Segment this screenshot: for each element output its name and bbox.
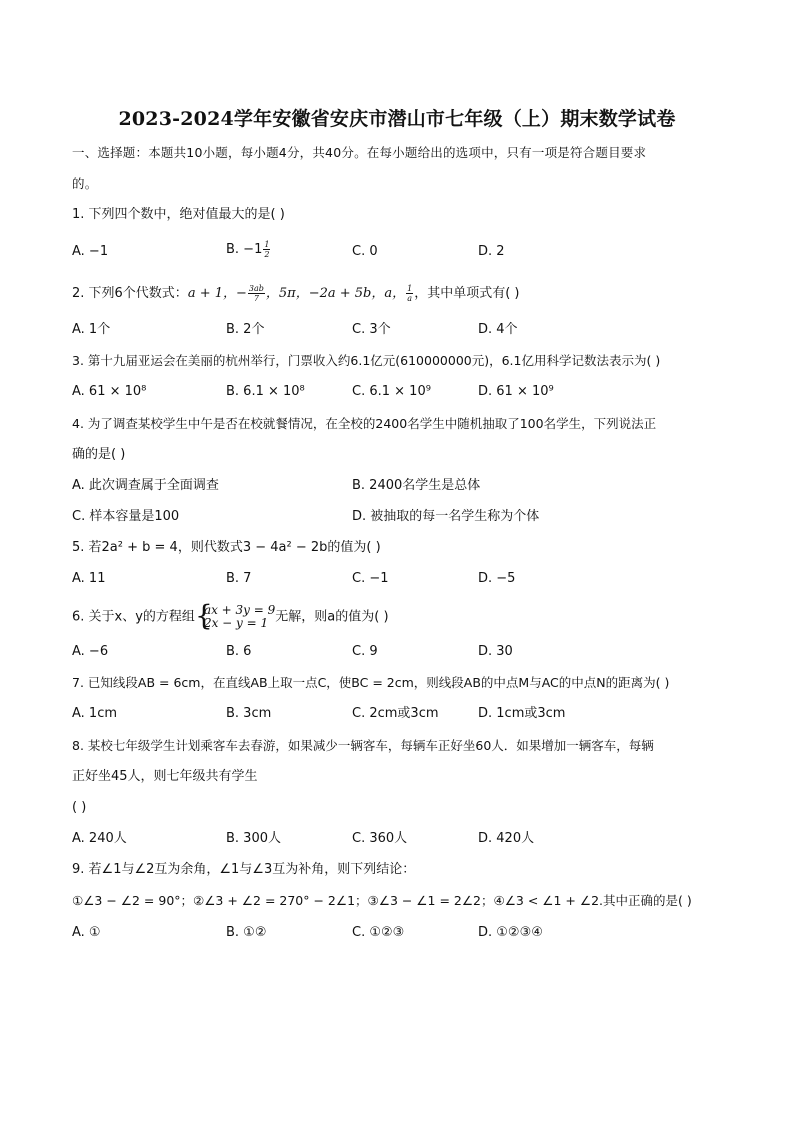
question-1-option-b — [226, 240, 271, 259]
question-6-stem-post: 无解，则a的值为( ) — [275, 609, 389, 625]
question-8-stem-line1: 8. 某校七年级学生计划乘客车去春游，如果减少一辆客车，每辆车正好坐60人．如果增加一辆客车，每辆 — [72, 738, 654, 753]
question-4-option-d: D. 被抽取的每一名学生称为个体 — [352, 509, 540, 524]
question-6-equation-system — [194, 599, 276, 632]
question-9-stem-line1: 9. 若∠1与∠2互为余角，∠1与∠3互为补角，则下列结论： — [72, 862, 416, 877]
fraction-denominator: 7 — [253, 294, 259, 303]
question-9-option-a: A. ① — [72, 925, 101, 940]
question-6-stem — [72, 599, 389, 632]
fraction-denominator: a — [407, 294, 413, 303]
question-8-stem-line2: 正好坐45人，则七年级共有学生 — [72, 769, 258, 784]
question-6-equation-1: ax + 3y = 9 — [203, 603, 276, 617]
question-2-option-b: B. 2个 — [226, 322, 265, 337]
question-9-stem-line2: ①∠3 − ∠2 = 90°；②∠3 + ∠2 = 270° − 2∠1；③∠3 − ∠1 = 2∠2；④∠3 < ∠1 + ∠2.其中正确的是( ) — [72, 893, 692, 908]
question-8-option-a: A. 240人 — [72, 831, 127, 846]
question-2-expr-b: ，5π，−2a + 5b，a， — [265, 286, 406, 301]
question-3-option-d: D. 61 × 10⁹ — [478, 384, 554, 399]
question-1-option-b-text: B. −1 — [226, 242, 263, 257]
question-4-stem-line1: 4. 为了调查某校学生中午是否在校就餐情况，在全校的2400名学生中随机抽取了100名学生，下列说法正 — [72, 416, 657, 431]
question-2-expr-a: a + 1，− — [187, 286, 247, 301]
question-7-stem: 7. 已知线段AB = 6cm，在直线AB上取一点C，使BC = 2cm，则线段AB的中点M与AC的中点N的距离为( ) — [72, 675, 670, 690]
question-2-stem-post: ，其中单项式有( ) — [414, 286, 520, 301]
question-2-option-c: C. 3个 — [352, 322, 391, 337]
question-7-option-b: B. 3cm — [226, 706, 272, 721]
question-3-option-b: B. 6.1 × 10⁸ — [226, 384, 305, 399]
question-7-option-d: D. 1cm或3cm — [478, 706, 566, 721]
question-8-stem-line3: ( ) — [72, 800, 87, 815]
question-4-option-b: B. 2400名学生是总体 — [352, 478, 481, 493]
fraction-denominator: 2 — [264, 250, 270, 259]
question-7-option-c: C. 2cm或3cm — [352, 706, 439, 721]
question-2-option-a: A. 1个 — [72, 322, 111, 337]
question-2-fraction-1 — [248, 284, 265, 303]
question-5-option-b: B. 7 — [226, 571, 252, 586]
question-6-option-b: B. 6 — [226, 644, 252, 659]
question-9-option-d: D. ①②③④ — [478, 925, 543, 940]
exam-title: 2023-2024学年安徽省安庆市潜山市七年级（上）期末数学试卷 — [118, 108, 676, 130]
question-5-option-a: A. 11 — [72, 571, 106, 586]
question-6-option-c: C. 9 — [352, 644, 378, 659]
question-4-stem-line2: 确的是( ) — [72, 447, 126, 462]
question-3-stem: 3. 第十九届亚运会在美丽的杭州举行，门票收入约6.1亿元(610000000元)，6.1亿用科学记数法表示为( ) — [72, 353, 661, 368]
question-2-stem-pre: 2. 下列6个代数式： — [72, 286, 188, 301]
question-5-option-c: C. −1 — [352, 571, 389, 586]
question-6-equation-2: 2x − y = 1 — [203, 616, 269, 630]
question-3-option-c: C. 6.1 × 10⁹ — [352, 384, 431, 399]
question-9-option-c: C. ①②③ — [352, 925, 405, 940]
question-6-stem-pre: 6. 关于x、y的方程组 — [72, 609, 195, 625]
question-5-option-d: D. −5 — [478, 571, 516, 586]
fraction-numerator: 3ab — [248, 284, 264, 293]
question-5-stem: 5. 若2a² + b = 4，则代数式3 − 4a² − 2b的值为( ) — [72, 540, 381, 555]
section-instruction-line2: 的。 — [72, 176, 98, 191]
question-4-option-c: C. 样本容量是100 — [72, 509, 180, 524]
question-6-option-a: A. −6 — [72, 644, 109, 659]
question-3-option-a: A. 61 × 10⁸ — [72, 384, 147, 399]
question-9-option-b: B. ①② — [226, 925, 267, 940]
question-8-option-d: D. 420人 — [478, 831, 535, 846]
question-1-option-d: D. 2 — [478, 244, 505, 259]
question-8-option-c: C. 360人 — [352, 831, 408, 846]
question-7-option-a: A. 1cm — [72, 706, 118, 721]
question-1-option-b-fraction — [263, 240, 270, 259]
question-2-stem — [72, 284, 519, 303]
question-8-option-b: B. 300人 — [226, 831, 281, 846]
question-1-stem: 1. 下列四个数中，绝对值最大的是( ) — [72, 207, 285, 222]
question-2-fraction-2 — [406, 284, 413, 303]
section-instruction-line1: 一、选择题：本题共10小题，每小题4分，共40分。在每小题给出的选项中，只有一项是符合题目要求 — [72, 145, 647, 160]
fraction-numerator: 1 — [407, 284, 413, 293]
question-1-option-a: A. −1 — [72, 244, 109, 259]
question-4-option-a: A. 此次调查属于全面调查 — [72, 478, 219, 493]
question-2-option-d: D. 4个 — [478, 322, 518, 337]
left-brace: { — [194, 599, 213, 632]
question-1-option-c: C. 0 — [352, 244, 378, 259]
fraction-numerator: 1 — [264, 240, 270, 249]
question-6-option-d: D. 30 — [478, 644, 513, 659]
